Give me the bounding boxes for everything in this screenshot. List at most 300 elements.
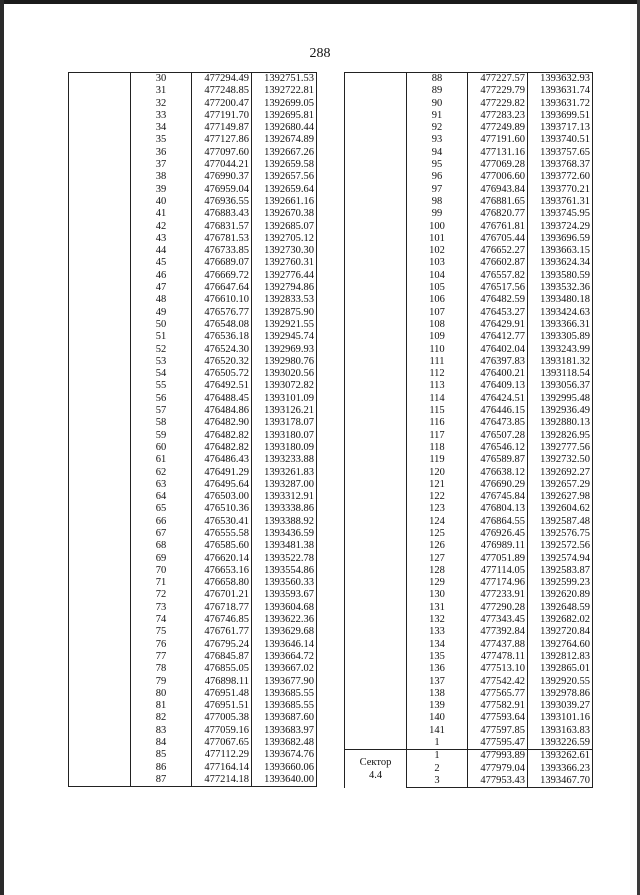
x-coordinate: 477392.84 (468, 626, 528, 638)
table-row (69, 368, 317, 380)
sector-cell (69, 257, 131, 269)
table-row (345, 516, 593, 528)
sector-cell (69, 208, 131, 220)
sector-cell (345, 528, 407, 540)
x-coordinate: 476397.83 (468, 356, 528, 368)
y-coordinate: 1392936.49 (528, 405, 593, 417)
sector-cell (345, 442, 407, 454)
y-coordinate: 1392833.53 (252, 294, 317, 306)
table-row (345, 750, 593, 763)
point-number: 105 (407, 282, 468, 294)
point-number: 57 (131, 405, 192, 417)
y-coordinate: 1393740.51 (528, 134, 593, 146)
x-coordinate: 476652.27 (468, 245, 528, 257)
table-row (69, 602, 317, 614)
y-coordinate: 1393664.72 (252, 651, 317, 663)
sector-cell (69, 479, 131, 491)
table-row (345, 368, 593, 380)
x-coordinate: 476781.53 (192, 233, 252, 245)
x-coordinate: 477059.16 (192, 725, 252, 737)
point-number: 136 (407, 663, 468, 675)
sector-cell (345, 356, 407, 368)
point-number: 78 (131, 663, 192, 675)
y-coordinate: 1392604.62 (528, 503, 593, 515)
point-number: 115 (407, 405, 468, 417)
x-coordinate: 477131.16 (468, 147, 528, 159)
x-coordinate: 477343.45 (468, 614, 528, 626)
x-coordinate: 476602.87 (468, 257, 528, 269)
x-coordinate: 476488.45 (192, 393, 252, 405)
table-row (69, 700, 317, 712)
point-number: 40 (131, 196, 192, 208)
point-number: 70 (131, 565, 192, 577)
sector-cell (69, 688, 131, 700)
table-row (345, 491, 593, 503)
table-row (345, 405, 593, 417)
x-coordinate: 476492.51 (192, 380, 252, 392)
point-number: 55 (131, 380, 192, 392)
table-row (69, 233, 317, 245)
y-coordinate: 1393072.82 (252, 380, 317, 392)
y-coordinate: 1393717.13 (528, 122, 593, 134)
table-row (345, 712, 593, 724)
point-number: 139 (407, 700, 468, 712)
y-coordinate: 1392751.53 (252, 73, 317, 86)
y-coordinate: 1392685.07 (252, 221, 317, 233)
y-coordinate: 1393629.68 (252, 626, 317, 638)
x-coordinate: 477478.11 (468, 651, 528, 663)
table-row (345, 540, 593, 552)
point-number: 62 (131, 467, 192, 479)
point-number: 34 (131, 122, 192, 134)
y-coordinate: 1393593.67 (252, 589, 317, 601)
sector-cell (69, 368, 131, 380)
x-coordinate: 477595.47 (468, 737, 528, 750)
y-coordinate: 1393624.34 (528, 257, 593, 269)
x-coordinate: 476658.80 (192, 577, 252, 589)
point-number: 58 (131, 417, 192, 429)
table-row (69, 282, 317, 294)
x-coordinate: 476761.81 (468, 221, 528, 233)
y-coordinate: 1392760.31 (252, 257, 317, 269)
table-row (69, 405, 317, 417)
point-number: 84 (131, 737, 192, 749)
table-row (69, 676, 317, 688)
table-row (345, 73, 593, 86)
point-number: 141 (407, 725, 468, 737)
point-number: 128 (407, 565, 468, 577)
table-row (345, 639, 593, 651)
sector-cell (69, 294, 131, 306)
y-coordinate: 1392826.95 (528, 430, 593, 442)
x-coordinate: 476855.05 (192, 663, 252, 675)
x-coordinate: 476530.41 (192, 516, 252, 528)
table-row (69, 454, 317, 466)
table-row (345, 282, 593, 294)
table-row (345, 196, 593, 208)
sector-cell (69, 491, 131, 503)
sector-cell (345, 307, 407, 319)
point-number: 118 (407, 442, 468, 454)
x-coordinate: 477248.85 (192, 85, 252, 97)
y-coordinate: 1392627.98 (528, 491, 593, 503)
y-coordinate: 1392705.12 (252, 233, 317, 245)
table-row (69, 479, 317, 491)
point-number: 76 (131, 639, 192, 651)
point-number: 59 (131, 430, 192, 442)
y-coordinate: 1393667.02 (252, 663, 317, 675)
y-coordinate: 1393180.09 (252, 442, 317, 454)
sector-cell (69, 676, 131, 688)
x-coordinate: 476647.64 (192, 282, 252, 294)
x-coordinate: 477513.10 (468, 663, 528, 675)
sector-cell (345, 565, 407, 577)
sector-cell (345, 134, 407, 146)
point-number: 67 (131, 528, 192, 540)
point-number: 89 (407, 85, 468, 97)
x-coordinate: 476845.87 (192, 651, 252, 663)
x-coordinate: 477149.87 (192, 122, 252, 134)
y-coordinate: 1393039.27 (528, 700, 593, 712)
table-row (69, 196, 317, 208)
table-row (345, 614, 593, 626)
x-coordinate: 477993.89 (468, 750, 528, 763)
x-coordinate: 476831.57 (192, 221, 252, 233)
x-coordinate: 476745.84 (468, 491, 528, 503)
sector-cell (69, 737, 131, 749)
table-row (345, 122, 593, 134)
table-row (69, 774, 317, 787)
sector-cell (69, 663, 131, 675)
sector-cell (69, 467, 131, 479)
x-coordinate: 476689.07 (192, 257, 252, 269)
x-coordinate: 477191.70 (192, 110, 252, 122)
table-row (69, 553, 317, 565)
point-number: 52 (131, 344, 192, 356)
x-coordinate: 476761.77 (192, 626, 252, 638)
table-row (69, 319, 317, 331)
x-coordinate: 476524.30 (192, 344, 252, 356)
sector-cell (69, 405, 131, 417)
point-number: 131 (407, 602, 468, 614)
sector-cell (69, 528, 131, 540)
sector-cell (69, 134, 131, 146)
x-coordinate: 476517.56 (468, 282, 528, 294)
x-coordinate: 476557.82 (468, 270, 528, 282)
table-row (345, 257, 593, 269)
sector-cell (345, 639, 407, 651)
sector-cell (345, 553, 407, 565)
x-coordinate: 476746.85 (192, 614, 252, 626)
y-coordinate: 1393554.86 (252, 565, 317, 577)
point-number: 111 (407, 356, 468, 368)
point-number: 140 (407, 712, 468, 724)
y-coordinate: 1392599.23 (528, 577, 593, 589)
y-coordinate: 1393761.31 (528, 196, 593, 208)
y-coordinate: 1393480.18 (528, 294, 593, 306)
point-number: 120 (407, 467, 468, 479)
table-row (345, 737, 593, 750)
sector-cell (345, 516, 407, 528)
table-row (69, 134, 317, 146)
x-coordinate: 476733.85 (192, 245, 252, 257)
x-coordinate: 476701.21 (192, 589, 252, 601)
point-number: 51 (131, 331, 192, 343)
y-coordinate: 1393646.14 (252, 639, 317, 651)
point-number: 138 (407, 688, 468, 700)
table-row (345, 700, 593, 712)
x-coordinate: 476484.86 (192, 405, 252, 417)
point-number: 2 (407, 763, 468, 775)
x-coordinate: 477097.60 (192, 147, 252, 159)
x-coordinate: 476638.12 (468, 467, 528, 479)
point-number: 64 (131, 491, 192, 503)
y-coordinate: 1393338.86 (252, 503, 317, 515)
sector-cell (69, 626, 131, 638)
table-row (345, 565, 593, 577)
table-row (345, 454, 593, 466)
x-coordinate: 476536.18 (192, 331, 252, 343)
sector-cell (345, 331, 407, 343)
y-coordinate: 1392764.60 (528, 639, 593, 651)
x-coordinate: 476585.60 (192, 540, 252, 552)
x-coordinate: 476429.91 (468, 319, 528, 331)
y-coordinate: 1393261.83 (252, 467, 317, 479)
x-coordinate: 476486.43 (192, 454, 252, 466)
point-number: 104 (407, 270, 468, 282)
table-row (345, 85, 593, 97)
point-number: 124 (407, 516, 468, 528)
sector-cell (345, 196, 407, 208)
y-coordinate: 1392657.56 (252, 171, 317, 183)
point-number: 126 (407, 540, 468, 552)
point-number: 48 (131, 294, 192, 306)
y-coordinate: 1393522.78 (252, 553, 317, 565)
sector-cell (345, 208, 407, 220)
sector-cell (69, 430, 131, 442)
point-number: 117 (407, 430, 468, 442)
sector-cell (345, 663, 407, 675)
x-coordinate: 477249.89 (468, 122, 528, 134)
point-number: 31 (131, 85, 192, 97)
y-coordinate: 1393101.09 (252, 393, 317, 405)
point-number: 98 (407, 196, 468, 208)
table-row (69, 688, 317, 700)
sector-cell (345, 454, 407, 466)
page-number: 288 (309, 46, 331, 61)
y-coordinate: 1393366.23 (528, 763, 593, 775)
y-coordinate: 1393772.60 (528, 171, 593, 183)
x-coordinate: 477006.60 (468, 171, 528, 183)
table-row (345, 393, 593, 405)
table-row (69, 762, 317, 774)
table-row (345, 184, 593, 196)
x-coordinate: 477191.60 (468, 134, 528, 146)
table-row (69, 528, 317, 540)
point-number: 1 (407, 737, 468, 750)
scan-edge-left (0, 0, 4, 895)
sector-cell (345, 589, 407, 601)
sector-cell (345, 344, 407, 356)
y-coordinate: 1392620.89 (528, 589, 593, 601)
sector-cell (69, 159, 131, 171)
table-row (69, 467, 317, 479)
x-coordinate: 476446.15 (468, 405, 528, 417)
point-number: 61 (131, 454, 192, 466)
sector-cell (69, 85, 131, 97)
point-number: 82 (131, 712, 192, 724)
table-row (345, 356, 593, 368)
x-coordinate: 476898.11 (192, 676, 252, 688)
y-coordinate: 1392576.75 (528, 528, 593, 540)
point-number: 87 (131, 774, 192, 787)
table-row (345, 307, 593, 319)
point-number: 112 (407, 368, 468, 380)
y-coordinate: 1393436.59 (252, 528, 317, 540)
table-row (345, 479, 593, 491)
y-coordinate: 1392682.02 (528, 614, 593, 626)
sector-cell (345, 270, 407, 282)
x-coordinate: 476473.85 (468, 417, 528, 429)
x-coordinate: 476482.59 (468, 294, 528, 306)
sector-cell (345, 712, 407, 724)
point-number: 122 (407, 491, 468, 503)
table-row (69, 208, 317, 220)
sector-cell (69, 639, 131, 651)
point-number: 81 (131, 700, 192, 712)
y-coordinate: 1393685.55 (252, 700, 317, 712)
sector-cell (345, 159, 407, 171)
table-row (69, 712, 317, 724)
table-row (345, 651, 593, 663)
y-coordinate: 1392587.48 (528, 516, 593, 528)
x-coordinate: 477593.64 (468, 712, 528, 724)
table-row (345, 589, 593, 601)
table-row (69, 540, 317, 552)
x-coordinate: 476989.11 (468, 540, 528, 552)
y-coordinate: 1392794.86 (252, 282, 317, 294)
point-number: 73 (131, 602, 192, 614)
x-coordinate: 477565.77 (468, 688, 528, 700)
table-row (69, 749, 317, 761)
x-coordinate: 477229.79 (468, 85, 528, 97)
table-row (345, 331, 593, 343)
point-number: 41 (131, 208, 192, 220)
table-row (69, 737, 317, 749)
table-row (345, 676, 593, 688)
sector-cell (69, 282, 131, 294)
y-coordinate: 1392667.26 (252, 147, 317, 159)
y-coordinate: 1393163.83 (528, 725, 593, 737)
y-coordinate: 1392732.50 (528, 454, 593, 466)
point-number: 129 (407, 577, 468, 589)
point-number: 49 (131, 307, 192, 319)
point-number: 72 (131, 589, 192, 601)
scan-edge-top (0, 0, 640, 4)
x-coordinate: 476510.36 (192, 503, 252, 515)
y-coordinate: 1393699.51 (528, 110, 593, 122)
y-coordinate: 1392648.59 (528, 602, 593, 614)
y-coordinate: 1393481.38 (252, 540, 317, 552)
x-coordinate: 477127.86 (192, 134, 252, 146)
sector-cell (69, 233, 131, 245)
y-coordinate: 1392865.01 (528, 663, 593, 675)
y-coordinate: 1392980.76 (252, 356, 317, 368)
x-coordinate: 476951.51 (192, 700, 252, 712)
point-number: 60 (131, 442, 192, 454)
y-coordinate: 1392720.84 (528, 626, 593, 638)
y-coordinate: 1393632.93 (528, 73, 593, 86)
x-coordinate: 477114.05 (468, 565, 528, 577)
point-number: 79 (131, 676, 192, 688)
x-coordinate: 477283.23 (468, 110, 528, 122)
sector-cell (69, 540, 131, 552)
table-row (345, 294, 593, 306)
x-coordinate: 477069.28 (468, 159, 528, 171)
sector-cell (345, 602, 407, 614)
sector-cell (345, 98, 407, 110)
sector-cell (345, 700, 407, 712)
x-coordinate: 476936.55 (192, 196, 252, 208)
y-coordinate: 1393532.36 (528, 282, 593, 294)
sector-cell (69, 774, 131, 787)
table-row (345, 171, 593, 183)
sector-cell (345, 417, 407, 429)
sector-cell (69, 503, 131, 515)
x-coordinate: 477174.96 (468, 577, 528, 589)
point-number: 32 (131, 98, 192, 110)
point-number: 137 (407, 676, 468, 688)
table-row (69, 294, 317, 306)
y-coordinate: 1393560.33 (252, 577, 317, 589)
x-coordinate: 476400.21 (468, 368, 528, 380)
sector-cell (69, 516, 131, 528)
y-coordinate: 1392730.30 (252, 245, 317, 257)
x-coordinate: 477067.65 (192, 737, 252, 749)
point-number: 127 (407, 553, 468, 565)
sector-cell (345, 294, 407, 306)
table-row (345, 577, 593, 589)
table-row (345, 110, 593, 122)
sector-cell (345, 257, 407, 269)
table-row (345, 626, 593, 638)
point-number: 100 (407, 221, 468, 233)
y-coordinate: 1393631.72 (528, 98, 593, 110)
x-coordinate: 476881.65 (468, 196, 528, 208)
sector-cell (345, 540, 407, 552)
y-coordinate: 1392875.90 (252, 307, 317, 319)
table-row (345, 208, 593, 220)
x-coordinate: 477582.91 (468, 700, 528, 712)
x-coordinate: 477051.89 (468, 553, 528, 565)
table-row (69, 516, 317, 528)
sector-cell (345, 430, 407, 442)
point-number: 108 (407, 319, 468, 331)
table-row (69, 565, 317, 577)
sector-cell (69, 651, 131, 663)
y-coordinate: 1393262.61 (528, 750, 593, 763)
point-number: 42 (131, 221, 192, 233)
table-row (69, 110, 317, 122)
table-row (69, 221, 317, 233)
table-row (345, 134, 593, 146)
y-coordinate: 1393770.21 (528, 184, 593, 196)
table-row (345, 270, 593, 282)
y-coordinate: 1393682.48 (252, 737, 317, 749)
y-coordinate: 1393056.37 (528, 380, 593, 392)
sector-cell (69, 319, 131, 331)
y-coordinate: 1393020.56 (252, 368, 317, 380)
